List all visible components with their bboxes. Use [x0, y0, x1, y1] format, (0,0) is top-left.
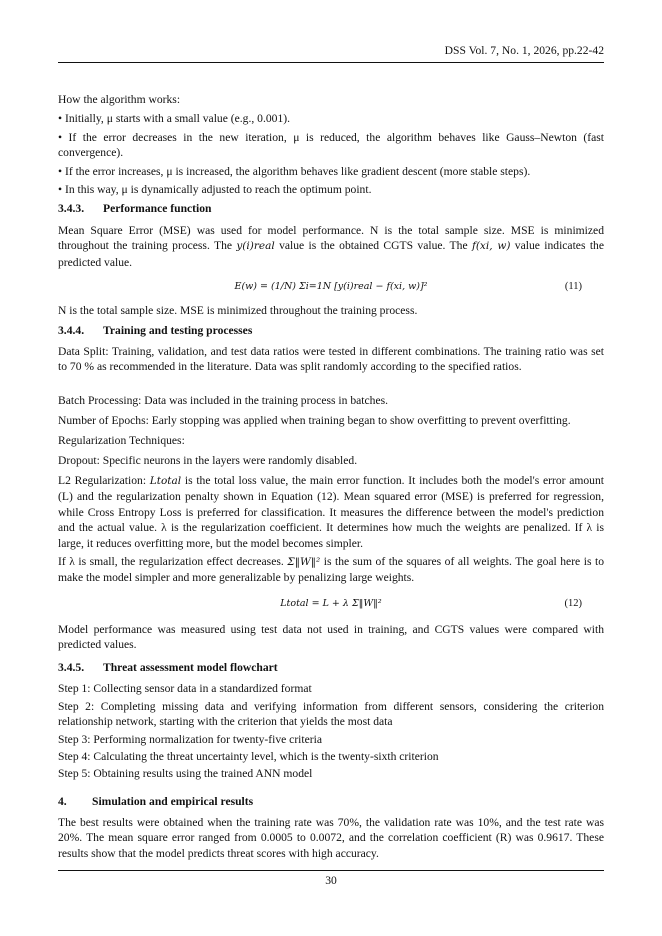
page-number: 30 [325, 874, 337, 887]
footer-rule [58, 870, 604, 871]
mse-paragraph [58, 223, 604, 270]
math-y-real: y(i)real [236, 240, 275, 253]
section-title: Simulation and empirical results [92, 795, 254, 808]
text: is the sum of the squares of all weights. The goal here is to make the model simpler and more generalizable by penalizing large weights. [58, 555, 604, 585]
math-f: f(xi, w) [471, 240, 511, 253]
equation-number: (12) [564, 598, 582, 609]
text: If λ is small, the regularization effect decreases. [58, 555, 288, 568]
section-number: 4. [58, 795, 67, 808]
section-number: 3.4.4. [58, 324, 85, 337]
paragraph-dropout: Dropout: Specific neurons in the layers were randomly disabled. [58, 454, 358, 467]
paragraph-data-split: Data Split: Training, validation, and test data ratios were tested in different combinations. The training ratio was set to 70 % as recommended in the literature. Data was split randomly according to the specified ratios. [58, 345, 604, 374]
text: value is the obtained CGTS value. The [274, 239, 472, 253]
algo-intro: How the algorithm works: [58, 93, 181, 106]
math-sum-w: Σ‖W‖² [287, 556, 321, 568]
section-heading-3-4-4 [58, 323, 604, 338]
section-heading-3-4-3 [58, 201, 604, 216]
bullet: • If the error decreases in the new iteration, μ is reduced, the algorithm behaves like Gauss–Newton (fast convergence). [58, 131, 604, 160]
step-item: Step 5: Obtaining results using the trained ANN model [58, 767, 313, 780]
bullet: • In this way, μ is dynamically adjusted to reach the optimum point. [58, 183, 372, 196]
section-title: Performance function [103, 202, 212, 215]
text: is the total loss value, the main error function. It includes both the model's error amount (L) and the regularization penalty shown in Equation (12). Mean squared error (MSE) is preferred for regression, while Cross Entropy Loss is preferred for classification. It measures the difference between the model's prediction and the actual value. λ is the regularization coefficient. It determines how much the weights are penalized. If λ is large, it reduces overfitting more, but the model becomes simpler. [58, 474, 604, 550]
paragraph-results: The best results were obtained when the training rate was 70%, the validation rate was 10%, and the test rate was 20%. The mean square error ranged from 0.0005 to 0.0072, and the correlation coefficient (R) was 0.9617. These results show that the model predicts threat scores with high accuracy. [58, 816, 604, 860]
section-number: 3.4.3. [58, 202, 85, 215]
step-item: Step 4: Calculating the threat uncertainty level, which is the twenty-sixth criterion [58, 750, 439, 763]
section-title: Training and testing processes [103, 324, 253, 337]
section-title: Threat assessment model flowchart [103, 661, 278, 674]
equation-body: Ltotal = L + λ Σ‖W‖² [280, 598, 382, 609]
step-item: Step 2: Completing missing data and verifying information from different sensors, considering the criterion relationship network, starting with the criterion that yields the most data [58, 700, 604, 729]
paragraph-performance: Model performance was measured using test data not used in training, and CGTS values were compared with predicted values. [58, 623, 604, 652]
section-number: 3.4.5. [58, 661, 85, 674]
bullet: • Initially, μ starts with a small value (e.g., 0.001). [58, 112, 291, 125]
text: Mean Square Error (MSE) was used for model performance. N is the total sample size. MSE is minimized throughout the training process. The [58, 224, 604, 253]
running-header: DSS Vol. 7, No. 1, 2026, pp.22-42 [444, 44, 604, 57]
paragraph: N is the total sample size. MSE is minimized throughout the training process. [58, 304, 418, 317]
section-heading-3-4-5 [58, 660, 604, 675]
paragraph-epochs: Number of Epochs: Early stopping was applied when training began to show overfitting to prevent overfitting. [58, 414, 571, 427]
paragraph-batch: Batch Processing: Data was included in the training process in batches. [58, 394, 389, 407]
step-item: Step 1: Collecting sensor data in a standardized format [58, 682, 312, 695]
equation-number: (11) [564, 281, 582, 292]
equation-body: E(w) = (1/N) Σi=1N [y(i)real − f(xi, w)]² [234, 281, 428, 292]
bullet: • If the error increases, μ is increased, the algorithm behaves like gradient descent (more stable steps). [58, 165, 531, 178]
paragraph-regularization: Regularization Techniques: [58, 434, 185, 447]
text: value indicates the predicted value. [58, 239, 604, 269]
paragraph-l2 [58, 473, 604, 551]
text: L2 Regularization: [58, 474, 150, 487]
math-l-total: Ltotal [149, 475, 182, 487]
header-rule [58, 62, 604, 63]
step-item: Step 3: Performing normalization for twenty-five criteria [58, 733, 322, 746]
paragraph-small-lambda [58, 554, 604, 586]
section-heading-4 [58, 794, 604, 809]
